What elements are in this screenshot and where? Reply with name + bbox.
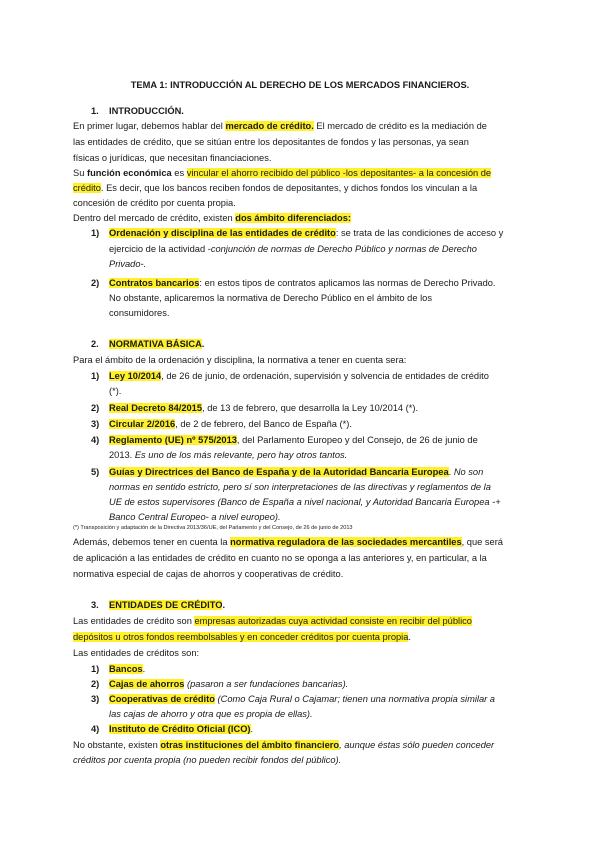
paragraph: crédito. Es decir, que los bancos reciben fondos de depositantes, y dichos fondos los vinculan a la [73, 183, 478, 193]
paragraph: normativa especial de cajas de ahorros y cooperativas de crédito. [73, 569, 344, 579]
list-item-line: No obstante, aplicaremos la normativa de Derecho Público en el ámbito de los [109, 293, 432, 303]
list-item: 4) Instituto de Crédito Oficial (ICO). [91, 724, 254, 734]
paragraph: las entidades de crédito, que se sitúan entre los depositantes de fondos y las personas, ya sean [73, 137, 469, 147]
list-item-line: Privado-. [109, 259, 147, 269]
list-item: 3) Cooperativas de crédito (Como Caja Rural o Cajamar; tienen una normativa propia similar a [91, 694, 495, 704]
paragraph: En primer lugar, debemos hablar del mercado de crédito. El mercado de crédito es la mediación de [73, 121, 487, 131]
section-1-heading: 1. INTRODUCCIÓN. [91, 106, 184, 116]
paragraph: depósitos u otros fondos reembolsables y en conceder créditos por cuenta propia. [73, 632, 411, 642]
section-2-heading: 2. NORMATIVA BÁSICA. [91, 339, 205, 349]
list-item: 1) Ley 10/2014, de 26 de junio, de ordenación, supervisión y solvencia de entidades de crédito [91, 371, 489, 381]
list-item: 4) Reglamento (UE) nº 575/2013, del Parlamento Europeo y del Consejo, de 26 de junio de [91, 435, 478, 445]
paragraph: Las entidades de créditos son: [73, 648, 200, 658]
paragraph: concesión de crédito por cuenta propia. [73, 198, 236, 208]
paragraph: Las entidades de crédito son empresas autorizadas cuya actividad consiste en recibir del público [73, 616, 472, 626]
paragraph: Además, debemos tener en cuenta la normativa reguladora de las sociedades mercantiles, que será [73, 537, 503, 547]
list-item-line: UE de estos supervisores (Banco de España a nivel nacional, y Autoridad Bancaria Europea -+ [109, 497, 501, 507]
list-item-line: ejercicio de la actividad -conjunción de normas de Derecho Público y normas de Derecho [109, 244, 477, 254]
paragraph: físicas o jurídicas, que necesitan financiaciones. [73, 153, 272, 163]
list-item: 2) Real Decreto 84/2015, de 13 de febrero, que desarrolla la Ley 10/2014 (*). [91, 403, 419, 413]
paragraph: No obstante, existen otras instituciones del ámbito financiero, aunque éstas sólo pueden conceder [73, 740, 495, 750]
list-item-line: (*). [109, 386, 122, 396]
paragraph: de aplicación a las entidades de crédito en cuanto no se oponga a las anteriores y, en particular, a la [73, 553, 487, 563]
list-item-line: normas en sentido estricto, pero sí son interpretaciones de las directivas y reglamentos de la [109, 482, 491, 492]
paragraph: Dentro del mercado de crédito, existen dos ámbito diferenciados: [73, 213, 351, 223]
section-3-heading: 3. ENTIDADES DE CRÉDITO. [91, 600, 226, 610]
list-item: 1) Bancos. [91, 664, 146, 674]
list-item: 3) Circular 2/2016, de 2 de febrero, del Banco de España (*). [91, 419, 352, 429]
paragraph: créditos por cuenta propia (no pueden recibir fondos del público). [73, 755, 342, 765]
list-item: 1) Ordenación y disciplina de las entidades de crédito: se trata de las condiciones de acceso y [91, 228, 504, 238]
list-item: 5) Guías y Directrices del Banco de España y de la Autoridad Bancaria Europea. No son [91, 467, 484, 477]
list-item-line: las cajas de ahorro y otra que es propia de ellas). [109, 709, 313, 719]
footnote: (*) Transposición y adaptación de la Directiva 2013/36/UE, del Parlamento y del Consejo, de 26 de junio de 2013 [73, 525, 353, 531]
list-item: 2) Contratos bancarios: en estos tipos de contratos aplicamos las normas de Derecho Privado. [91, 278, 496, 288]
list-item-line: 2013. Es uno de los más relevante, pero hay otros tantos. [109, 450, 348, 460]
paragraph: Para el ámbito de la ordenación y disciplina, la normativa a tener en cuenta sera: [73, 355, 407, 365]
page-title: TEMA 1: INTRODUCCIÓN AL DERECHO DE LOS MERCADOS FINANCIEROS. [130, 80, 470, 90]
list-item-line: Banco Central Europeo- a nivel europeo). [109, 512, 281, 522]
list-item: 2) Cajas de ahorros (pasaron a ser fundaciones bancarias). [91, 679, 349, 689]
paragraph: Su función económica es vincular el ahorro recibido del público -los depositantes- a la concesión de [73, 168, 492, 178]
list-item-line: consumidores. [109, 308, 170, 318]
